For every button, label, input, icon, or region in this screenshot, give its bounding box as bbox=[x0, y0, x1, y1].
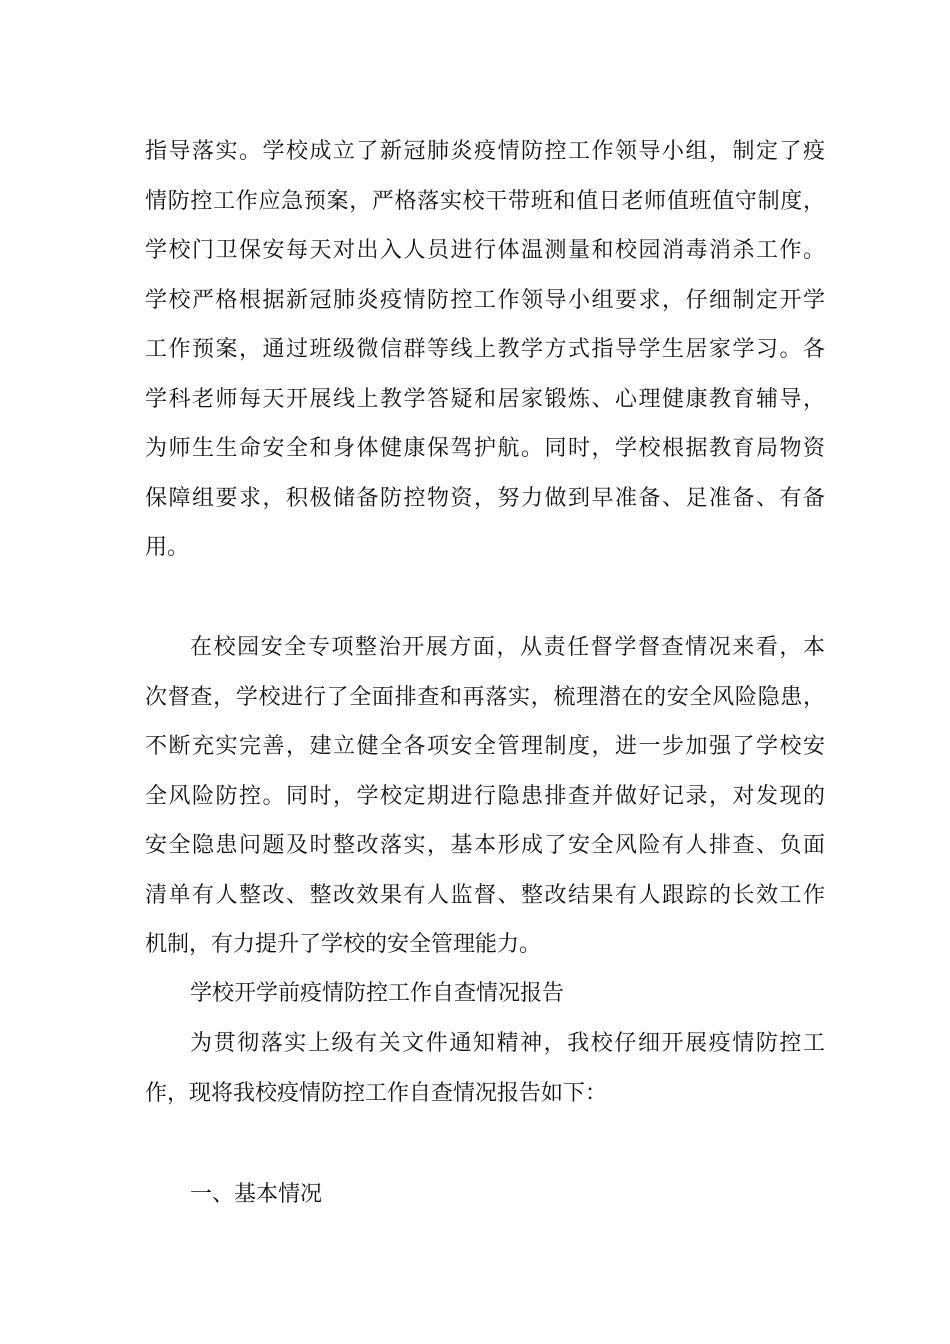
paragraph-line: 机制，有力提升了学校的安全管理能力。 bbox=[145, 932, 542, 957]
paragraph-line: 学校严格根据新冠肺炎疫情防控工作领导小组要求，仔细制定开学 bbox=[145, 287, 825, 313]
paragraph-epidemic-prevention bbox=[145, 127, 825, 573]
paragraph-line: 学校门卫保安每天对出入人员进行体温测量和校园消毒消杀工作。 bbox=[145, 238, 825, 263]
paragraph-line: 作，现将我校疫情防控工作自查情况报告如下： bbox=[145, 1080, 608, 1106]
paragraph-intro bbox=[145, 1019, 825, 1118]
paragraph-line: 为师生生命安全和身体健康保驾护航。同时，学校根据教育局物资 bbox=[145, 436, 825, 461]
paragraph-line: 指导落实。学校成立了新冠肺炎疫情防控工作领导小组，制定了疫 bbox=[145, 139, 825, 164]
section-heading: 一、基本情况 bbox=[190, 1182, 323, 1207]
paragraph-campus-safety bbox=[145, 623, 825, 970]
section-heading-block bbox=[145, 1170, 825, 1220]
paragraph-line: 保障组要求，积极储备防控物资，努力做到早准备、足准备、有备 bbox=[145, 485, 825, 511]
paragraph-line: 全风险防控。同时，学校定期进行隐患排查并做好记录，对发现的 bbox=[145, 783, 825, 809]
paragraph-line: 情防控工作应急预案，严格落实校干带班和值日老师值班值守制度， bbox=[145, 188, 825, 214]
paragraph-line: 安全隐患问题及时整改落实，基本形成了安全风险有人排查、负面 bbox=[145, 833, 825, 858]
paragraph-line: 清单有人整改、整改效果有人监督、整改结果有人跟踪的长效工作 bbox=[145, 882, 825, 908]
paragraph-line: 学科老师每天开展线上教学答疑和居家锻炼、心理健康教育辅导， bbox=[145, 386, 825, 412]
paragraph-line: 工作预案，通过班级微信群等线上教学方式指导学生居家学习。各 bbox=[145, 337, 825, 362]
paragraph-line: 在校园安全专项整治开展方面，从责任督学督查情况来看，本 bbox=[190, 635, 825, 660]
paragraph-line: 为贯彻落实上级有关文件通知精神，我校仔细开展疫情防控工 bbox=[190, 1031, 825, 1056]
paragraph-line: 用。 bbox=[145, 535, 190, 560]
paragraph-line: 不断充实完善，建立健全各项安全管理制度，进一步加强了学校安 bbox=[145, 734, 825, 759]
report-title-block bbox=[145, 969, 825, 1019]
paragraph-line: 次督查，学校进行了全面排查和再落实，梳理潜在的安全风险隐患， bbox=[145, 684, 825, 710]
report-title: 学校开学前疫情防控工作自查情况报告 bbox=[190, 981, 565, 1006]
